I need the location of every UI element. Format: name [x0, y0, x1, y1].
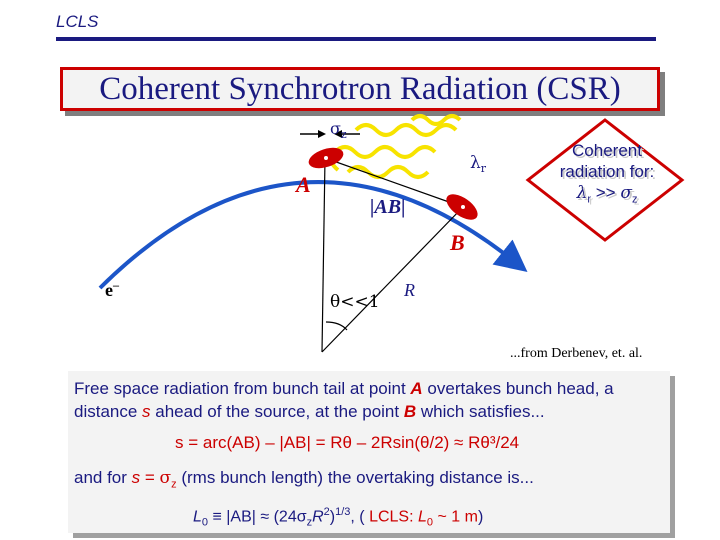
bunch-a-dot — [324, 156, 328, 160]
bunch-b-dot — [461, 205, 465, 209]
equation-overtaking-distance: $L_0 \equiv |AB| \approx (24\sigma_zR^2)^{1/3}$, ( LCLS: $L_0$ ~ 1 m) — [193, 506, 484, 529]
ab-length-label: |AB| — [370, 196, 406, 218]
coherent-condition — [548, 140, 666, 210]
header-label: LCLS — [56, 12, 99, 31]
coherent-line-3: $\lambda_r >> \sigma_z$ — [576, 183, 638, 206]
slide-title: Coherent Synchrotron Radiation (CSR) — [99, 70, 621, 107]
coherent-line-1: Coherent — [572, 141, 642, 160]
lambda-r-label: $\lambda_r$ — [470, 153, 487, 175]
sigma-z-label: $\sigma_z$ — [330, 119, 347, 141]
wave-2 — [348, 167, 428, 177]
coherent-line-2: radiation for: — [559, 162, 655, 181]
radius-label: R — [404, 280, 415, 300]
credit-text: ...from Derbenev, et. al. — [510, 346, 643, 361]
radius-line-a — [322, 158, 325, 352]
electron-label: e– — [105, 278, 119, 300]
radiation-waves — [330, 116, 460, 177]
equation-arc-length: s = arc(AB) – |AB| = Rθ – 2Rsin(θ/2) ≈ Rθ³/24 — [175, 433, 520, 452]
wave-1 — [335, 147, 435, 157]
radius-line-b — [322, 207, 463, 352]
paragraph-1: Free space radiation from bunch tail at point A overtakes bunch head, a distance s ahead of the source, at the point B which satisfies... — [74, 379, 614, 421]
theta-label: θ<<1 — [330, 292, 380, 312]
point-b-label: B — [450, 230, 465, 255]
wave-4 — [412, 116, 460, 124]
point-a-label: A — [296, 172, 311, 197]
paragraph-2: and for $s = \sigma_z$ (rms bunch length) the overtaking distance is... — [74, 468, 534, 491]
wave-3 — [356, 125, 456, 135]
